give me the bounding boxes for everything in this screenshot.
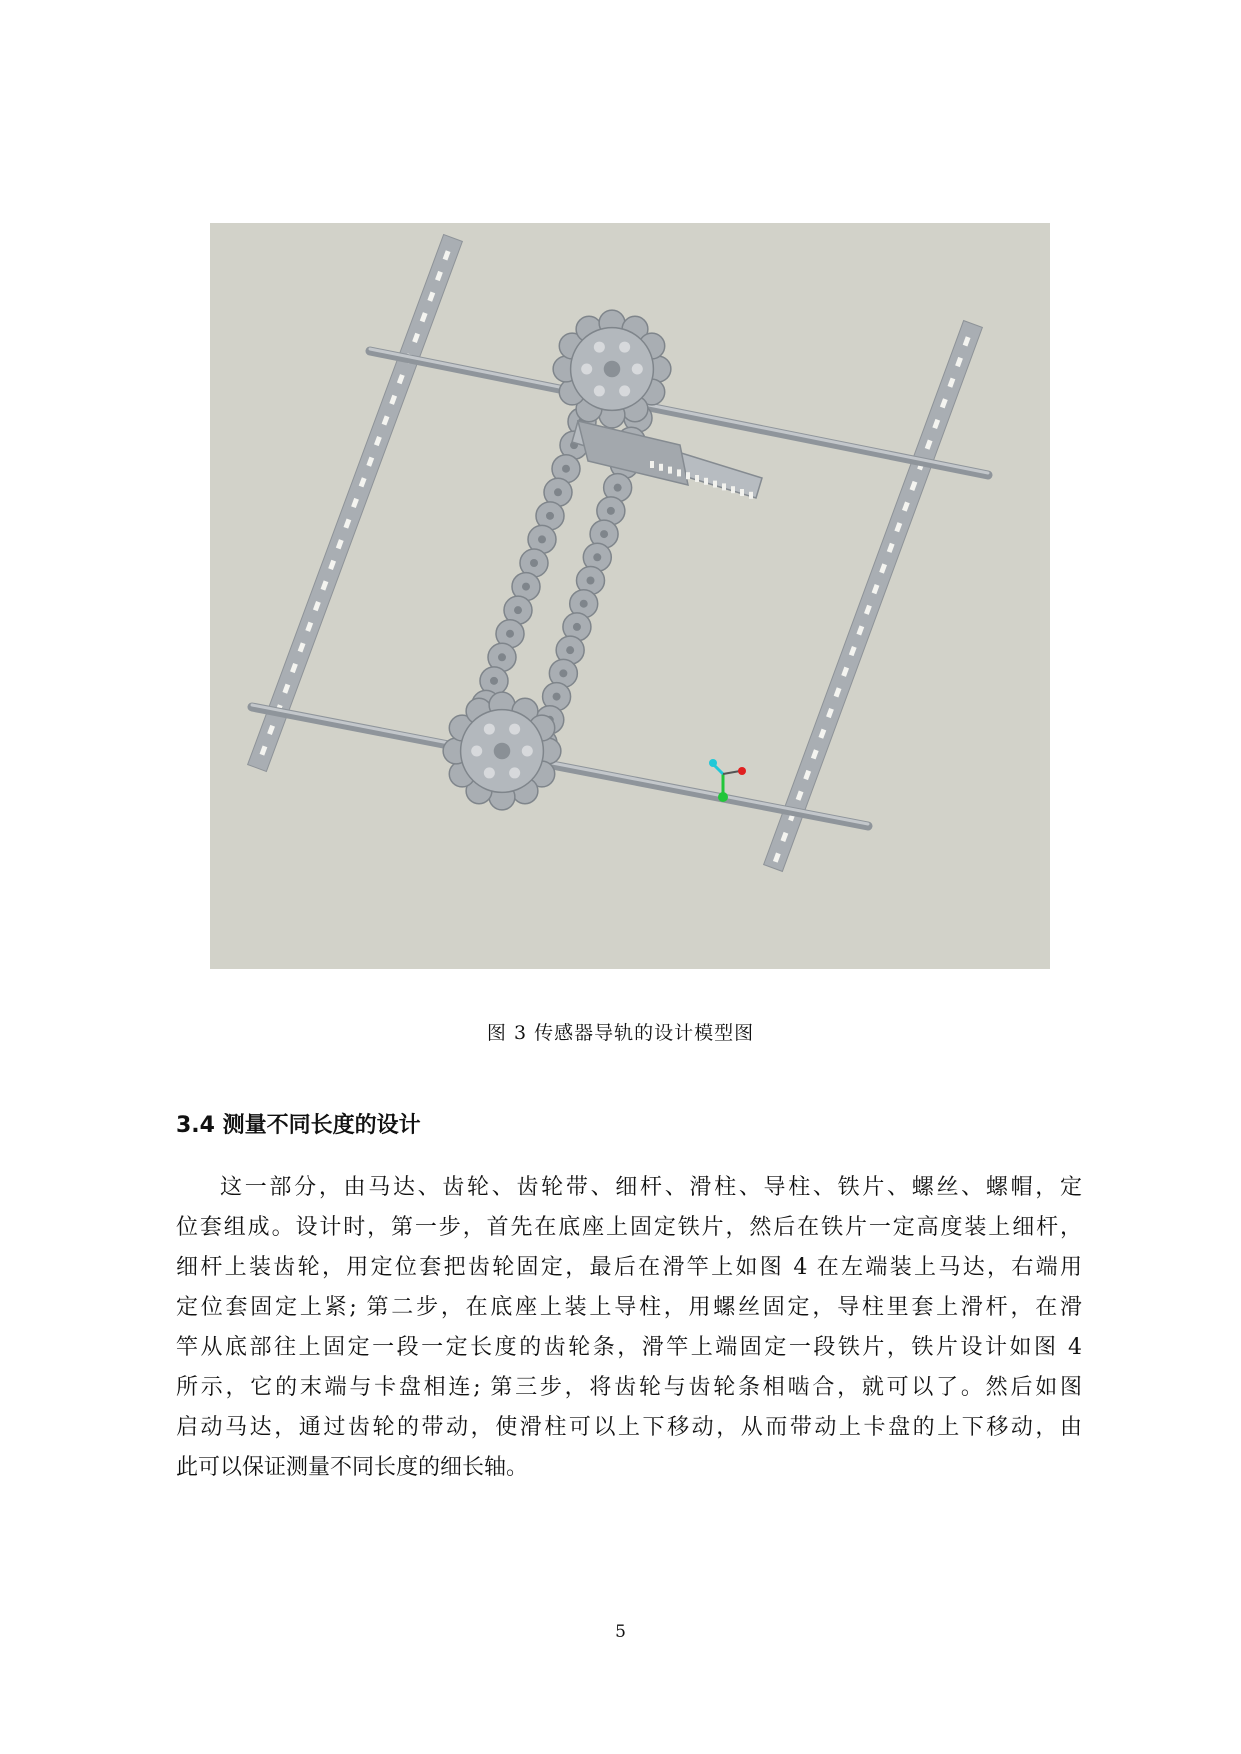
paragraph-line: 所示，它的末端与卡盘相连; 第三步，将齿轮与齿轮条相啮合，就可以了。然后如图 bbox=[176, 1375, 1082, 1400]
paragraph-line: 细杆上装齿轮，用定位套把齿轮固定，最后在滑竿上如图 4 在左端装上马达，右端用 bbox=[176, 1255, 1082, 1280]
paragraph-line: 位套组成。设计时，第一步，首先在底座上固定铁片，然后在铁片一定高度装上细杆， bbox=[176, 1215, 1082, 1240]
page-number: 5 bbox=[615, 1622, 626, 1642]
paragraph-line: 定位套固定上紧; 第二步，在底座上装上导柱，用螺丝固定，导柱里套上滑杆，在滑 bbox=[176, 1295, 1082, 1320]
paragraph-line: 竿从底部往上固定一段一定长度的齿轮条，滑竿上端固定一段铁片，铁片设计如图 4 bbox=[176, 1335, 1082, 1360]
section-heading: 3.4 测量不同长度的设计 bbox=[176, 1113, 421, 1138]
paragraph-line: 这一部分，由马达、齿轮、齿轮带、细杆、滑柱、导柱、铁片、螺丝、螺帽，定 bbox=[220, 1175, 1082, 1200]
figure-3-model-image bbox=[210, 223, 1050, 969]
paragraph-line: 此可以保证测量不同长度的细长轴。 bbox=[176, 1455, 529, 1480]
paragraph-line: 启动马达，通过齿轮的带动，使滑柱可以上下移动，从而带动上卡盘的上下移动，由 bbox=[176, 1415, 1082, 1440]
body-paragraph bbox=[176, 1168, 1082, 1488]
figure-caption: 图 3 传感器导轨的设计模型图 bbox=[486, 1022, 755, 1044]
